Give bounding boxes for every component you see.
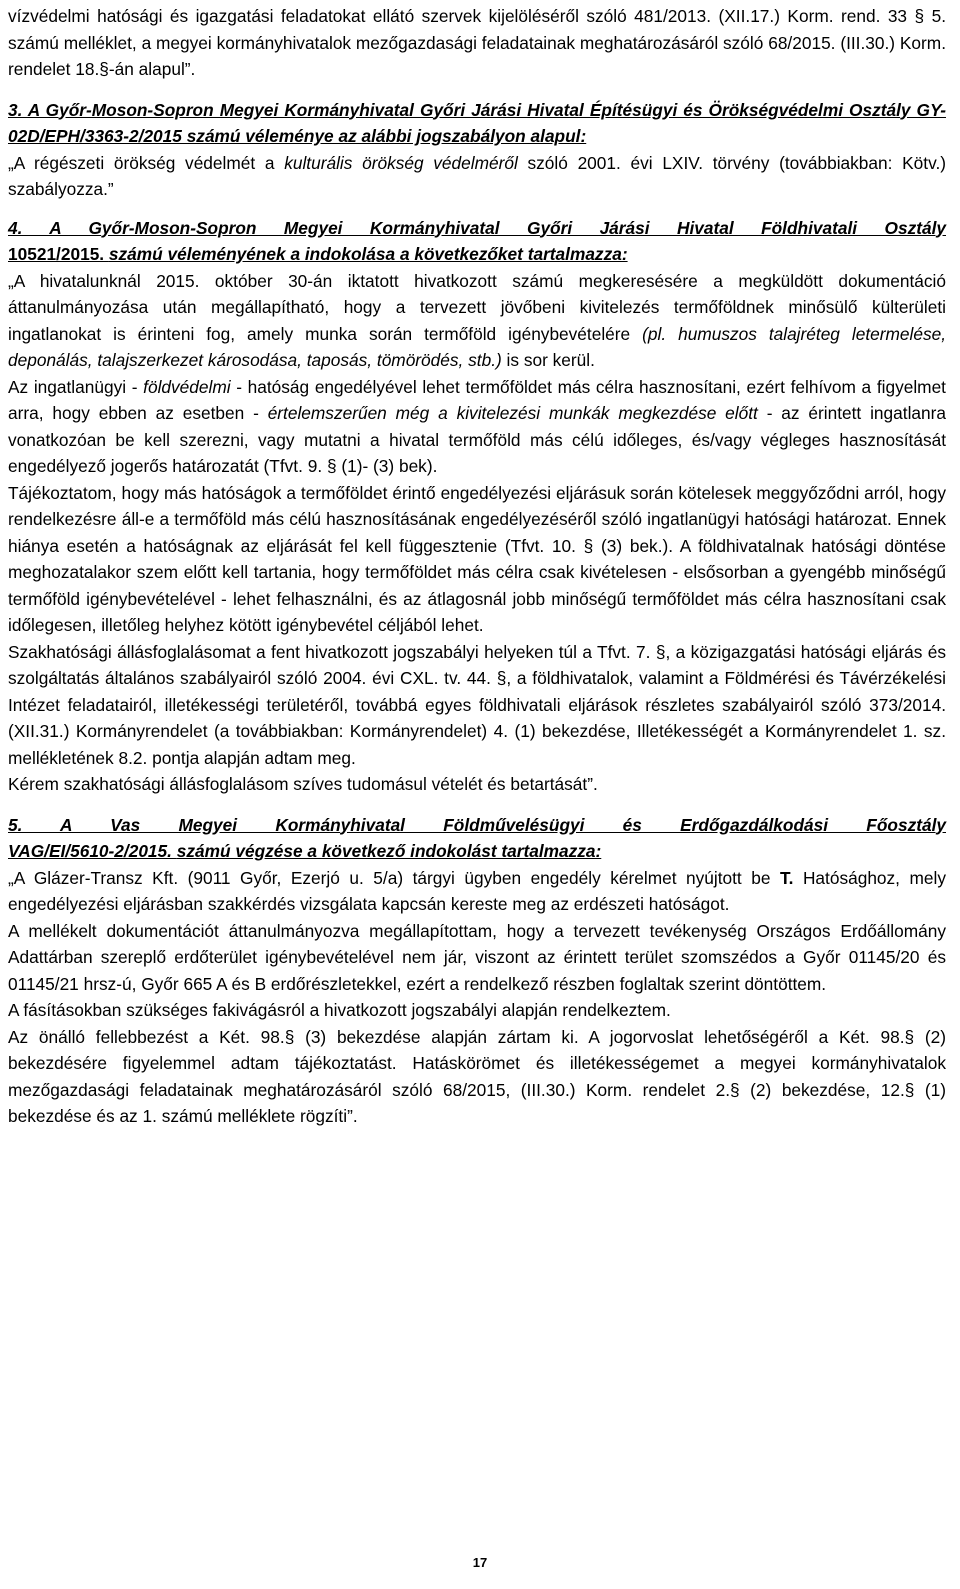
section-5-paragraph-1: „A Glázer-Transz Kft. (9011 Győr, Ezerjó u. 5/a) tárgyi ügyben engedély kérelmet nyújtott be T. Hatósághoz, mely engedélyezési eljárásban szakkérdés vizsgálata kapcsán kereste meg az erdészeti hatóságot.	[8, 867, 946, 914]
section-4-subheading: 10521/2015. számú véleményének a indokolása a következőket tartalmazza:	[8, 244, 628, 264]
section-5-paragraph-2: A mellékelt dokumentációt áttanulmányozva megállapítottam, hogy a tervezett tevékenység Országos Erdőállomány Adattárban szereplő erdőterület igénybevételével nem jár, viszont az érintett terület szomszédos a Győr 01145/20 és 01145/21 hrsz-ú, Győr 665 A és B erdőrészletekkel, ezért a rendelkező részben foglaltak szerint döntöttem.	[8, 920, 946, 994]
section-5-heading: 5. A Vas Megyei Kormányhivatal Földművelésügyi és Erdőgazdálkodási Főosztály	[8, 814, 946, 835]
section-4-paragraph-1: „A hivatalunknál 2015. október 30-án iktatott hivatkozott számú megkeresésére a megküldött dokumentáció áttanulmányozása után megállapítható, hogy a tervezett jövőbeni kivitelezés termőföldnek minősülő külterületi ingatlanokat is érinteni fog, amely munka során termőföld igénybevételére (pl. humuszos talajréteg letermelése, deponálás, talajszerkezet károsodása, taposás, tömörödés, stb.) is sor kerül.	[8, 270, 947, 370]
section-5-paragraph-3: A fásításokban szükséges fakivágásról a hivatkozott jogszabályi alapján rendelkeztem.	[8, 1000, 671, 1020]
page-number: 17	[472, 1555, 488, 1570]
section-3-body: „A régészeti örökség védelmét a kulturális örökség védelméről szóló 2001. évi LXIV. törvény (továbbiakban: Kötv.) szabályozza.”	[8, 152, 947, 199]
section-4-paragraph-4: Szakhatósági állásfoglalásomat a fent hivatkozott jogszabályi helyeken túl a Tfvt. 7. §, a közigazgatási hatósági eljárás és szolgáltatás általános szabályairól szóló 2004. évi CXL. tv. 44. §, a földhivatalok, valamint a Földmérési és Távérzékelési Intézet feladatairól, illetékességi területéről, továbbá egyes földhivatali eljárások részletes szabályairól szóló 373/2014. (XII.31.) Kormányrendelet (a továbbiakban: Kormányrendelet) 4. (1) bekezdése, Illetékességét a Kormányrendelet 1. sz. mellékletének 8.2. pontja alapján adtam meg.	[8, 641, 947, 768]
section-5-subheading: VAG/EI/5610-2/2015. számú végzése a következő indokolást tartalmazza:	[8, 841, 602, 861]
section-3-heading: 3. A Győr-Moson-Sopron Megyei Kormányhivatal Győri Járási Hivatal Építésügyi és Örökségvédelmi Osztály GY-02D/EPH/3363-2/2015 számú véleménye az alábbi jogszabályon alapul:	[8, 99, 946, 146]
section-4-heading: 4. A Győr-Moson-Sopron Megyei Kormányhivatal Győri Járási Hivatal Földhivatali Osztály	[8, 217, 946, 238]
section-5-paragraph-4: Az önálló fellebbezést a Két. 98.§ (3) bekezdése alapján zártam ki. A jogorvoslat lehetőségéről a Két. 98.§ (2) bekezdésére figyelemmel adtam tájékoztatást. Hatáskörömet és illetékességemet a megyei kormányhivatalok mezőgazdasági feladatainak meghatározásáról szóló 68/2015, (III.30.) Korm. rendelet 2.§ (2) bekezdése, 12.§ (1) bekezdése és az 1. számú melléklete rögzíti”.	[8, 1026, 947, 1126]
section-4-paragraph-3: Tájékoztatom, hogy más hatóságok a termőföldet érintő engedélyezési eljárásuk során kötelesek meggyőződni arról, hogy rendelkezésre áll-e a termőföld más célú hasznosításának engedélyezéséről szóló ingatlanügyi hatósági határozat. Ennek hiánya esetén a hatóságnak az eljárását fel kell függesztenie (Tfvt. 10. § (3) bek.). A földhivatalnak hatósági döntése meghozatalakor szem előtt kell tartania, hogy termőföldet más célra csak kivételesen - elsősorban a gyengébb minőségű termőföld igénybevételével - lehet felhasználni, és az átlagosnál jobb minőségű termőföldet más célra hasznosítani csak időlegesen, illetőleg helyhez kötött igénybevétel céljából lehet.	[8, 482, 946, 635]
section-4-paragraph-2: Az ingatlanügyi - földvédelmi - hatóság engedélyével lehet termőföldet más célra hasznosítani, ezért felhívom a figyelmet arra, hogy ebben az esetben - értelemszerűen még a kivitelezési munkák megkezdése előtt - az érintett ingatlanra vonatkozóan be kell szerezni, vagy mutatni a hivatal termőföld más célú időleges, és/vagy végleges hasznosítását engedélyező jogerős határozatát (Tfvt. 9. § (1)- (3) bek).	[8, 376, 946, 476]
intro-paragraph: vízvédelmi hatósági és igazgatási feladatokat ellátó szervek kijelöléséről szóló 481/2013. (XII.17.) Korm. rend. 33 § 5. számú melléklet, a megyei kormányhivatalok mezőgazdasági feladatainak meghatározásáról szóló 68/2015. (III.30.) Korm. rendelet 18.§-án alapul”.	[8, 6, 947, 79]
section-4-paragraph-5: Kérem szakhatósági állásfoglalásom szíves tudomásul vételét és betartását”.	[8, 774, 598, 794]
document-page	[8, 3, 946, 1130]
